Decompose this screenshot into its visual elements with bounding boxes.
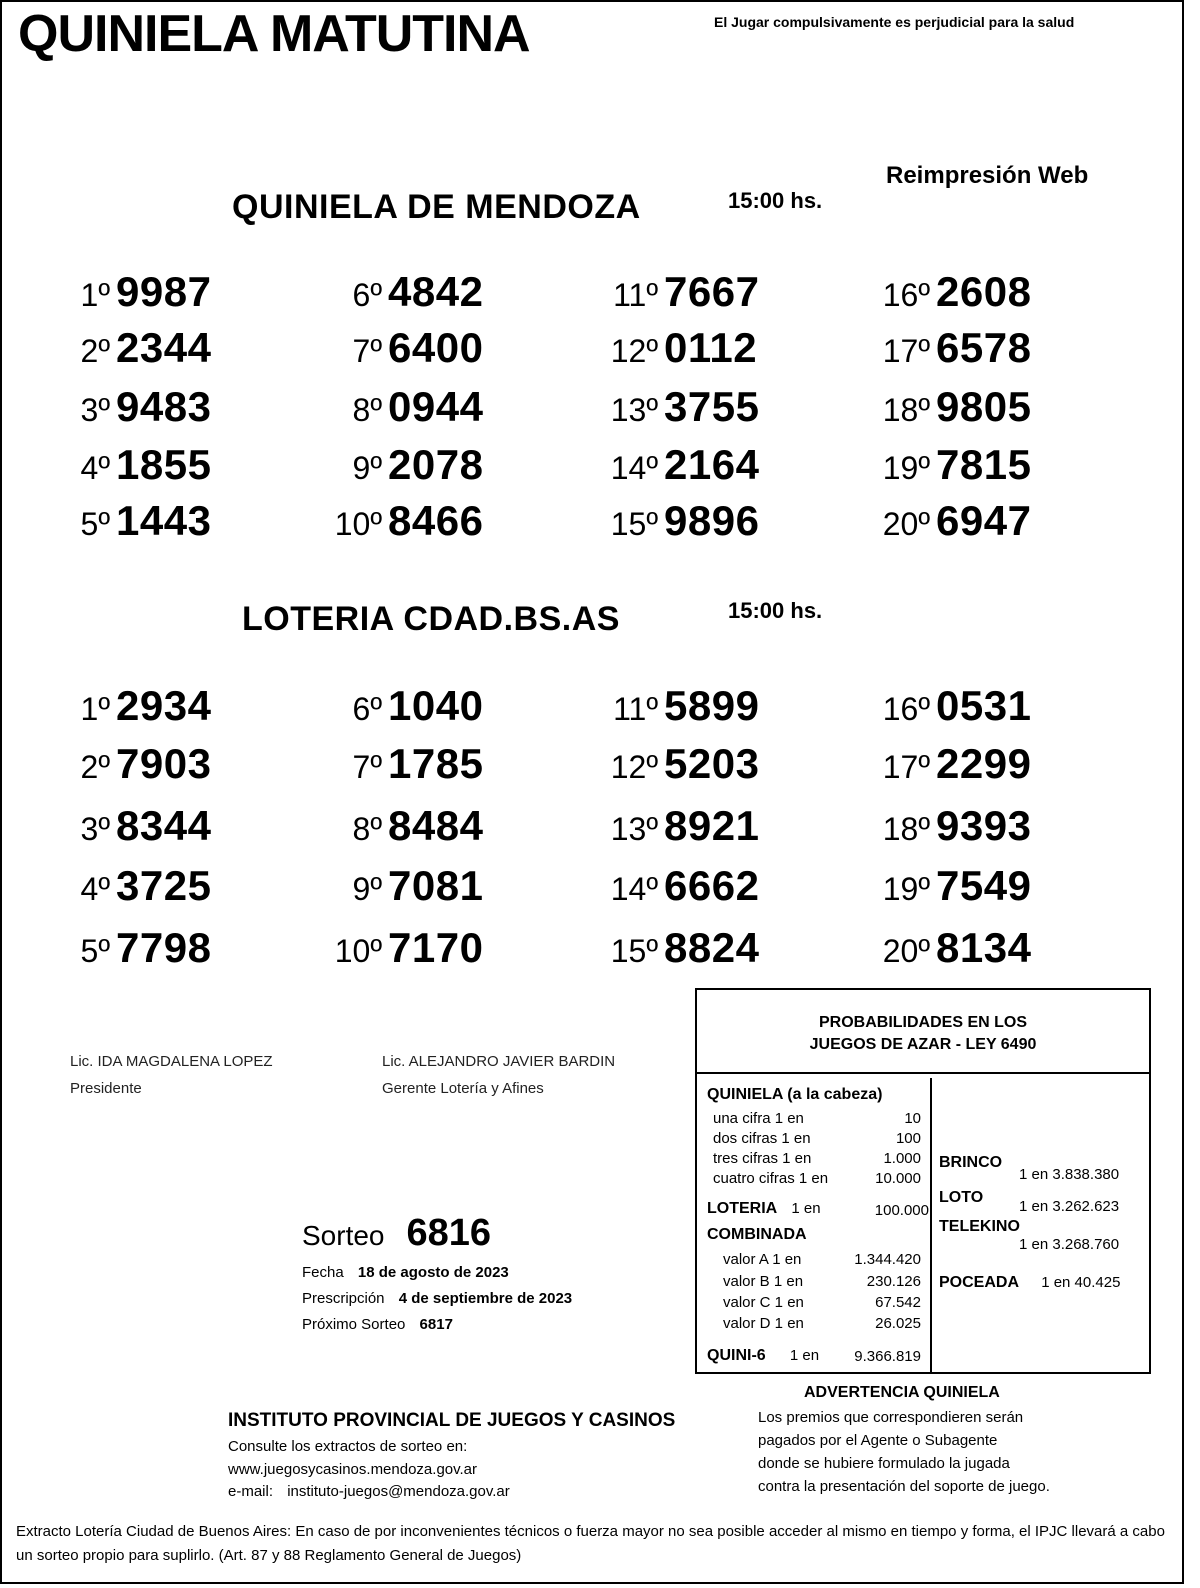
result-position: 8º — [352, 811, 382, 847]
reprint-label: Reimpresión Web — [886, 162, 1089, 189]
advertencia-text — [758, 1406, 1050, 1498]
result-item — [58, 740, 211, 788]
prob-row-label: valor C 1 en — [723, 1294, 804, 1311]
result-item — [58, 924, 211, 972]
result-position: 16º — [882, 277, 930, 313]
result-item — [58, 268, 211, 316]
result-position: 11º — [613, 691, 658, 727]
sorteo-label: Sorteo — [302, 1220, 385, 1251]
result-position: 9º — [352, 871, 382, 907]
result-position: 10º — [334, 933, 382, 969]
result-position: 2º — [80, 333, 110, 369]
result-item — [586, 740, 759, 788]
result-position: 5º — [80, 506, 110, 542]
result-number: 6662 — [664, 862, 760, 909]
result-item — [586, 924, 759, 972]
loto-prob-value: 1 en 3.262.623 — [1019, 1198, 1120, 1215]
result-item — [586, 383, 759, 431]
result-position: 14º — [610, 450, 658, 486]
signature-name: Lic. ALEJANDRO JAVIER BARDIN — [382, 1053, 616, 1070]
result-position: 7º — [352, 749, 382, 785]
signature-manager — [382, 1048, 615, 1102]
result-item — [58, 682, 211, 730]
sorteo-number: 6816 — [406, 1212, 492, 1254]
result-number: 9393 — [936, 802, 1032, 849]
result-number: 0944 — [388, 383, 484, 430]
prob-row-label: tres cifras 1 en — [713, 1150, 812, 1167]
result-number: 2164 — [664, 441, 760, 488]
signature-role: Gerente Lotería y Afines — [382, 1080, 544, 1097]
result-position: 17º — [882, 749, 930, 785]
result-position: 19º — [882, 450, 930, 486]
result-position: 1º — [80, 277, 110, 313]
result-number: 1443 — [116, 497, 212, 544]
result-item — [858, 268, 1031, 316]
result-item — [586, 497, 759, 545]
result-item — [858, 682, 1031, 730]
result-item — [586, 324, 757, 372]
prescripcion-label: Prescripción — [302, 1290, 385, 1307]
result-position: 9º — [352, 450, 382, 486]
result-position: 20º — [882, 506, 930, 542]
loto-prob-title: LOTO — [939, 1189, 984, 1206]
result-position: 18º — [882, 811, 930, 847]
loteria-prob-value: 100.000 — [874, 1202, 929, 1219]
result-item — [58, 862, 211, 910]
quini6-prob-title: QUINI-6 — [707, 1347, 766, 1364]
probabilities-box — [695, 988, 1151, 1374]
result-position: 11º — [613, 277, 658, 313]
result-number: 1855 — [116, 441, 212, 488]
result-item — [586, 802, 759, 850]
result-item — [308, 383, 483, 431]
prescripcion-row — [302, 1290, 572, 1307]
prob-row-label: dos cifras 1 en — [713, 1130, 811, 1147]
signature-name: Lic. IDA MAGDALENA LOPEZ — [70, 1053, 273, 1070]
institute-email-label: e-mail: — [228, 1483, 274, 1500]
result-item — [308, 802, 483, 850]
result-number: 0531 — [936, 682, 1032, 729]
result-item — [858, 862, 1031, 910]
probabilities-divider — [930, 1078, 932, 1372]
signature-role: Presidente — [70, 1080, 142, 1097]
result-number: 8484 — [388, 802, 484, 849]
probabilities-header-line: PROBABILIDADES EN LOS — [818, 1014, 1027, 1031]
result-item — [58, 441, 211, 489]
prob-row-value: 67.542 — [875, 1294, 921, 1311]
quiniela-prob-title: QUINIELA (a la cabeza) — [707, 1086, 883, 1103]
result-number: 3725 — [116, 862, 212, 909]
result-position: 8º — [352, 392, 382, 428]
result-position: 4º — [80, 871, 110, 907]
result-position: 12º — [610, 333, 658, 369]
result-item — [858, 740, 1031, 788]
institute-email: instituto-juegos@mendoza.gov.ar — [287, 1483, 510, 1500]
result-position: 6º — [352, 691, 382, 727]
result-number: 6947 — [936, 497, 1032, 544]
result-position: 13º — [610, 811, 658, 847]
result-position: 7º — [352, 333, 382, 369]
result-position: 3º — [80, 392, 110, 428]
proximo-label: Próximo Sorteo — [302, 1316, 406, 1333]
result-number: 6578 — [936, 324, 1032, 371]
result-item — [58, 802, 211, 850]
result-position: 2º — [80, 749, 110, 785]
result-position: 5º — [80, 933, 110, 969]
result-position: 13º — [610, 392, 658, 428]
result-number: 8466 — [388, 497, 484, 544]
result-item — [308, 862, 483, 910]
result-position: 14º — [610, 871, 658, 907]
result-number: 7081 — [388, 862, 484, 909]
result-item — [308, 497, 483, 545]
footer-note: Extracto Lotería Ciudad de Buenos Aires: En caso de por inconvenientes técnicos o fuerza mayor no sea posible acceder al mismo en tiempo y forma, el IPJC llevará a cabo un sorteo propio para suplirlo. (Art. 87 y 88 Reglamento General de Juegos) — [16, 1523, 1165, 1564]
result-item — [58, 383, 211, 431]
result-item — [308, 740, 483, 788]
result-number: 2608 — [936, 268, 1032, 315]
institute-website: www.juegosycasinos.mendoza.gov.ar — [228, 1460, 478, 1478]
prob-row-value: 10 — [904, 1110, 921, 1127]
combinada-prob-title: COMBINADA — [707, 1226, 807, 1243]
result-item — [586, 441, 759, 489]
result-position: 6º — [352, 277, 382, 313]
result-number: 7815 — [936, 441, 1032, 488]
result-position: 1º — [80, 691, 110, 727]
result-number: 3755 — [664, 383, 760, 430]
result-position: 19º — [882, 871, 930, 907]
prob-row-value: 100 — [895, 1130, 921, 1147]
result-number: 5899 — [664, 682, 760, 729]
result-item — [586, 682, 759, 730]
result-number: 9896 — [664, 497, 760, 544]
result-number: 5203 — [664, 740, 760, 787]
result-position: 17º — [882, 333, 930, 369]
section-title-mendoza: QUINIELA DE MENDOZA — [232, 188, 641, 226]
result-number: 8921 — [664, 802, 760, 849]
result-item — [858, 383, 1031, 431]
loteria-prob-label: 1 en — [791, 1200, 821, 1217]
result-item — [858, 802, 1031, 850]
prob-row-value: 26.025 — [875, 1315, 921, 1332]
result-item — [308, 682, 483, 730]
result-number: 8824 — [664, 924, 760, 971]
result-number: 7903 — [116, 740, 212, 787]
section-time-loteria: 15:00 hs. — [728, 598, 823, 623]
institute-title: INSTITUTO PROVINCIAL DE JUEGOS Y CASINOS — [228, 1410, 676, 1431]
result-number: 7798 — [116, 924, 212, 971]
result-position: 10º — [334, 506, 382, 542]
advertencia-title: ADVERTENCIA QUINIELA — [804, 1384, 1000, 1401]
result-number: 7549 — [936, 862, 1032, 909]
quini6-prob-value: 9.366.819 — [854, 1348, 921, 1365]
institute-contact — [228, 1436, 510, 1504]
section-title-loteria: LOTERIA CDAD.BS.AS — [242, 600, 620, 638]
result-item — [58, 324, 211, 372]
advertencia-line: donde se hubiere formulado la jugada — [758, 1455, 1010, 1472]
poceada-prob-title: POCEADA — [939, 1274, 1020, 1291]
result-position: 3º — [80, 811, 110, 847]
result-number: 8134 — [936, 924, 1032, 971]
advertencia-line: pagados por el Agente o Subagente — [758, 1432, 998, 1449]
probabilities-header-line: JUEGOS DE AZAR - LEY 6490 — [809, 1036, 1037, 1053]
advertencia-line: Los premios que correspondieren serán — [758, 1409, 1024, 1426]
prob-row-label: una cifra 1 en — [713, 1110, 804, 1127]
page-title: QUINIELA MATUTINA — [18, 5, 530, 63]
result-position: 15º — [610, 506, 658, 542]
result-number: 9805 — [936, 383, 1032, 430]
result-number: 7667 — [664, 268, 760, 315]
result-number: 1785 — [388, 740, 484, 787]
prob-row-value: 10.000 — [875, 1170, 921, 1187]
result-number: 2299 — [936, 740, 1032, 787]
prob-row-value: 1.344.420 — [854, 1251, 921, 1268]
section-time-mendoza: 15:00 hs. — [728, 188, 823, 213]
result-position: 18º — [882, 392, 930, 428]
result-item — [308, 324, 483, 372]
advertencia-line: contra la presentación del soporte de juego. — [758, 1478, 1050, 1495]
prescripcion-value: 4 de septiembre de 2023 — [398, 1290, 573, 1307]
result-number: 2934 — [116, 682, 212, 729]
fecha-label: Fecha — [302, 1264, 344, 1281]
result-number: 6400 — [388, 324, 484, 371]
result-number: 4842 — [388, 268, 484, 315]
result-number: 7170 — [388, 924, 484, 971]
institute-consult: Consulte los extractos de sorteo en: — [228, 1438, 468, 1455]
result-item — [586, 268, 759, 316]
result-item — [858, 924, 1031, 972]
result-position: 15º — [610, 933, 658, 969]
result-position: 16º — [882, 691, 930, 727]
brinco-prob-value: 1 en 3.838.380 — [1019, 1166, 1120, 1183]
result-item — [586, 862, 759, 910]
fecha-row — [302, 1264, 572, 1281]
telekino-prob-value: 1 en 3.268.760 — [1019, 1236, 1120, 1253]
probabilities-header — [697, 990, 1149, 1074]
prob-row-label: valor A 1 en — [723, 1251, 802, 1268]
poceada-prob-value: 1 en 40.425 — [1041, 1274, 1121, 1291]
prob-row-label: valor D 1 en — [723, 1315, 804, 1332]
signature-president — [70, 1048, 273, 1102]
result-number: 2078 — [388, 441, 484, 488]
result-number: 2344 — [116, 324, 212, 371]
result-position: 20º — [882, 933, 930, 969]
result-item — [308, 924, 483, 972]
result-item — [858, 441, 1031, 489]
result-item — [308, 441, 483, 489]
prob-row-value: 230.126 — [866, 1273, 921, 1290]
result-number: 9483 — [116, 383, 212, 430]
prob-row-value: 1.000 — [883, 1150, 921, 1167]
sorteo-info — [302, 1212, 572, 1333]
result-number: 8344 — [116, 802, 212, 849]
quini6-prob-label: 1 en — [789, 1347, 820, 1364]
loteria-prob-title: LOTERIA — [707, 1200, 778, 1217]
result-item — [858, 324, 1031, 372]
brinco-prob-title: BRINCO — [939, 1154, 1003, 1171]
result-number: 1040 — [388, 682, 484, 729]
result-position: 4º — [80, 450, 110, 486]
result-number: 0112 — [664, 324, 758, 371]
prob-row-label: cuatro cifras 1 en — [713, 1170, 829, 1187]
prob-row-label: valor B 1 en — [723, 1273, 804, 1290]
telekino-prob-title: TELEKINO — [939, 1218, 1020, 1235]
result-number: 9987 — [116, 268, 212, 315]
result-position: 12º — [610, 749, 658, 785]
fecha-value: 18 de agosto de 2023 — [357, 1264, 509, 1281]
proximo-row — [302, 1316, 572, 1333]
result-item — [308, 268, 483, 316]
result-item — [858, 497, 1031, 545]
result-item — [58, 497, 211, 545]
proximo-value: 6817 — [419, 1316, 453, 1333]
health-warning: El Jugar compulsivamente es perjudicial para la salud — [714, 14, 1075, 30]
institute-email-row — [228, 1481, 510, 1504]
